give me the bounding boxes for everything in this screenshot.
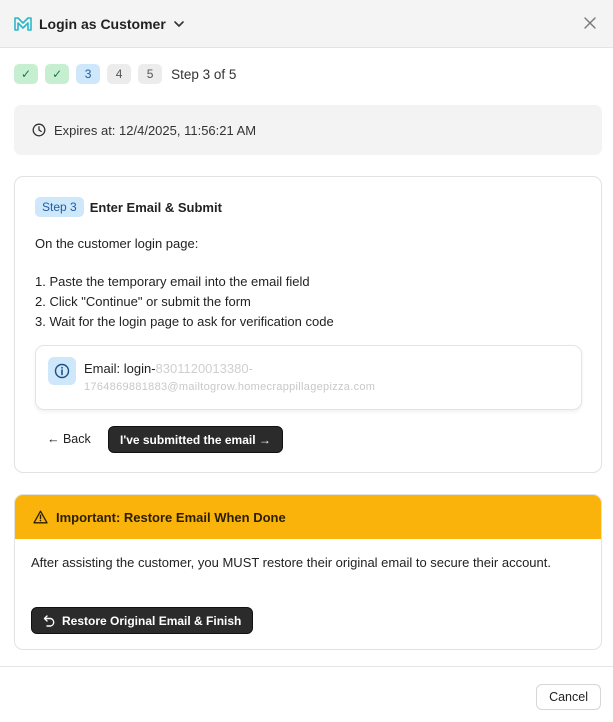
email-redacted-line: 1764869881883@mailtogrow.homecrappillagepizza.com [84, 381, 376, 393]
instruction-list [35, 272, 334, 332]
clock-icon [32, 123, 46, 137]
brand-logo-icon [14, 15, 32, 33]
important-body: After assisting the customer, you MUST restore their original email to secure their account. [31, 555, 551, 570]
instruction-item: 2. Click "Continue" or submit the form [35, 294, 251, 309]
restore-email-label: Restore Original Email & Finish [62, 613, 242, 628]
chevron-down-icon[interactable] [173, 18, 185, 30]
step-status-text: Step 3 of 5 [171, 66, 237, 82]
step-progress [14, 64, 236, 84]
step-3-indicator: 3 [76, 64, 100, 84]
step-card [14, 176, 602, 473]
step-5-indicator: 5 [138, 64, 162, 84]
submitted-email-button[interactable]: I've submitted the email → [108, 426, 283, 453]
instruction-item: 3. Wait for the login page to ask for verification code [35, 314, 334, 329]
important-card [14, 494, 602, 650]
dialog-header [0, 0, 613, 48]
instruction-item: 1. Paste the temporary email into the email field [35, 274, 310, 289]
close-icon[interactable] [579, 12, 601, 34]
step-card-header [35, 197, 222, 217]
undo-icon [43, 614, 56, 627]
cancel-button[interactable]: Cancel [536, 684, 601, 710]
restore-email-button[interactable] [31, 607, 253, 634]
dialog-title[interactable]: Login as Customer [39, 15, 166, 32]
warning-icon [33, 510, 48, 524]
info-icon [48, 357, 76, 385]
temp-email-box [35, 345, 582, 410]
expiry-banner [14, 105, 602, 155]
step-4-indicator: 4 [107, 64, 131, 84]
temp-email-value[interactable] [84, 361, 253, 376]
step-card-title: Enter Email & Submit [89, 199, 222, 215]
important-header [15, 495, 601, 539]
expiry-text: Expires at: 12/4/2025, 11:56:21 AM [54, 122, 257, 138]
step-2-indicator: ✓ [45, 64, 69, 84]
back-button[interactable]: ← Back [47, 432, 91, 446]
email-redacted-part: 8301120013380- [155, 361, 253, 376]
email-prefix: Email: login- [84, 361, 156, 376]
step-1-indicator: ✓ [14, 64, 38, 84]
footer-divider [0, 666, 613, 667]
step-badge: Step 3 [35, 197, 84, 217]
step-intro: On the customer login page: [35, 236, 199, 251]
important-title: Important: Restore Email When Done [56, 509, 286, 525]
